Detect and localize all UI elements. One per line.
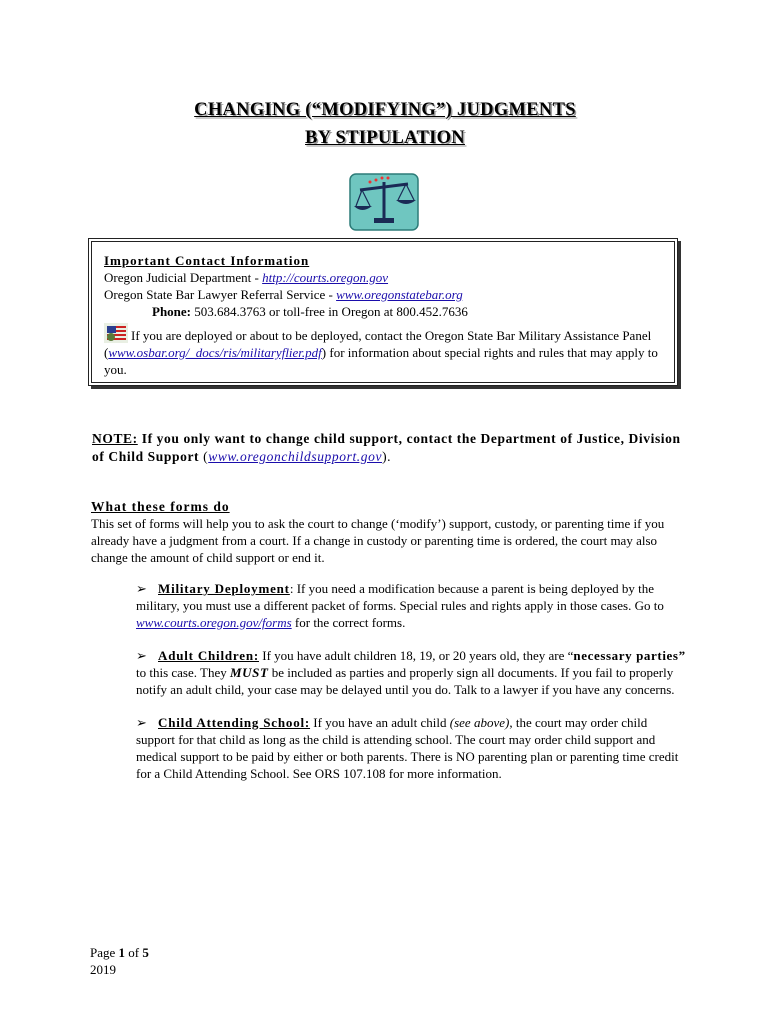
list-item-military xyxy=(136,580,686,631)
title-line-1: CHANGING (“MODIFYING”) JUDGMENTS xyxy=(194,100,576,120)
school-text-2: , the court may order child support for that child as long as the child is attending school. The court may order child support and medical support to be paid by either or both parents. There is NO parenting plan or parenting time credit for a Child Attending School. See ORS 107.108 for more information. xyxy=(136,715,679,781)
note-label: NOTE: xyxy=(92,431,138,446)
child-support-note xyxy=(92,430,682,466)
military-link[interactable]: www.osbar.org/_docs/ris/militaryflier.pdf xyxy=(108,345,322,360)
arrow-bullet-icon: ➢ xyxy=(136,581,147,596)
osb-link[interactable]: www.oregonstatebar.org xyxy=(336,287,463,302)
footer-year: 2019 xyxy=(90,962,116,977)
of-word: of xyxy=(125,945,143,960)
bullet-list xyxy=(136,580,686,798)
page-title xyxy=(0,96,770,152)
arrow-bullet-icon: ➢ xyxy=(136,715,147,730)
phone-text: 503.684.3763 or toll-free in Oregon at 800.452.7636 xyxy=(191,304,468,319)
military-term: Military Deployment xyxy=(158,581,290,596)
ojd-line xyxy=(104,269,662,286)
school-text-1: If you have an adult child xyxy=(310,715,450,730)
military-assistance-text xyxy=(104,323,662,378)
forms-link[interactable]: www.courts.oregon.gov/forms xyxy=(136,615,292,630)
note-text: If you only want to change child support, contact the Department of Justice, Division of Child Support xyxy=(92,431,681,464)
list-item-child-school xyxy=(136,714,686,782)
military-text-2: ) for information about special rights and rules that may apply to you. xyxy=(104,345,658,377)
ojd-link[interactable]: http://courts.oregon.gov xyxy=(262,270,389,285)
contact-heading: Important Contact Information xyxy=(104,253,310,268)
osb-line xyxy=(104,286,662,303)
osb-label: Oregon State Bar Lawyer Referral Service - xyxy=(104,287,337,302)
military-bullet-text-1: : If you need a modification because a parent is being deployed by the military, you must use a different packet of forms. Special rules and rights apply in those cases. Go to xyxy=(136,581,664,613)
page-number xyxy=(90,944,149,961)
adult-text-2: to this case. They xyxy=(136,665,230,680)
title-line-2: BY STIPULATION xyxy=(305,128,465,148)
adult-bold-1: necessary parties” xyxy=(573,648,686,663)
page-num: 1 xyxy=(118,945,126,960)
military-flag-icon xyxy=(104,323,128,343)
military-bullet-text-2: for the correct forms. xyxy=(291,615,406,630)
forms-text: This set of forms will help you to ask the court to change (‘modify’) support, custody, or parenting time if you already have a judgment from a court. If a change in custody or parenting time is ordered, the court may also change the amount of child support or end it. xyxy=(91,516,665,565)
adult-bold-2: MUST xyxy=(230,665,269,680)
note-paren-close: ). xyxy=(382,449,392,464)
forms-section xyxy=(91,498,686,566)
contact-information-box xyxy=(88,238,678,386)
phone-line xyxy=(104,303,662,320)
ojd-label: Oregon Judicial Department - xyxy=(104,270,263,285)
phone-label: Phone: xyxy=(152,304,191,319)
page-word: Page xyxy=(90,945,119,960)
note-paren-open: ( xyxy=(199,449,209,464)
scales-of-justice-icon xyxy=(344,170,424,234)
military-text-1: If you are deployed or about to be deployed, contact the Oregon State Bar Military Assistance Panel ( xyxy=(104,328,652,360)
page-footer xyxy=(90,944,149,978)
adult-term: Adult Children: xyxy=(158,648,259,663)
page-total: 5 xyxy=(142,945,149,960)
arrow-bullet-icon: ➢ xyxy=(136,648,147,663)
school-italic: (see above) xyxy=(449,715,510,730)
forms-heading: What these forms do xyxy=(91,499,230,514)
adult-text-3: be included as parties and properly sign all documents. If you fail to properly notify an adult child, your case may be delayed until you do. Talk to a lawyer if you have any concerns. xyxy=(136,665,675,697)
list-item-adult-children xyxy=(136,647,686,698)
child-support-link[interactable]: www.oregonchildsupport.gov xyxy=(208,449,383,464)
school-term: Child Attending School: xyxy=(158,715,311,730)
adult-text-1: If you have adult children 18, 19, or 20 years old, they are “ xyxy=(258,648,574,663)
